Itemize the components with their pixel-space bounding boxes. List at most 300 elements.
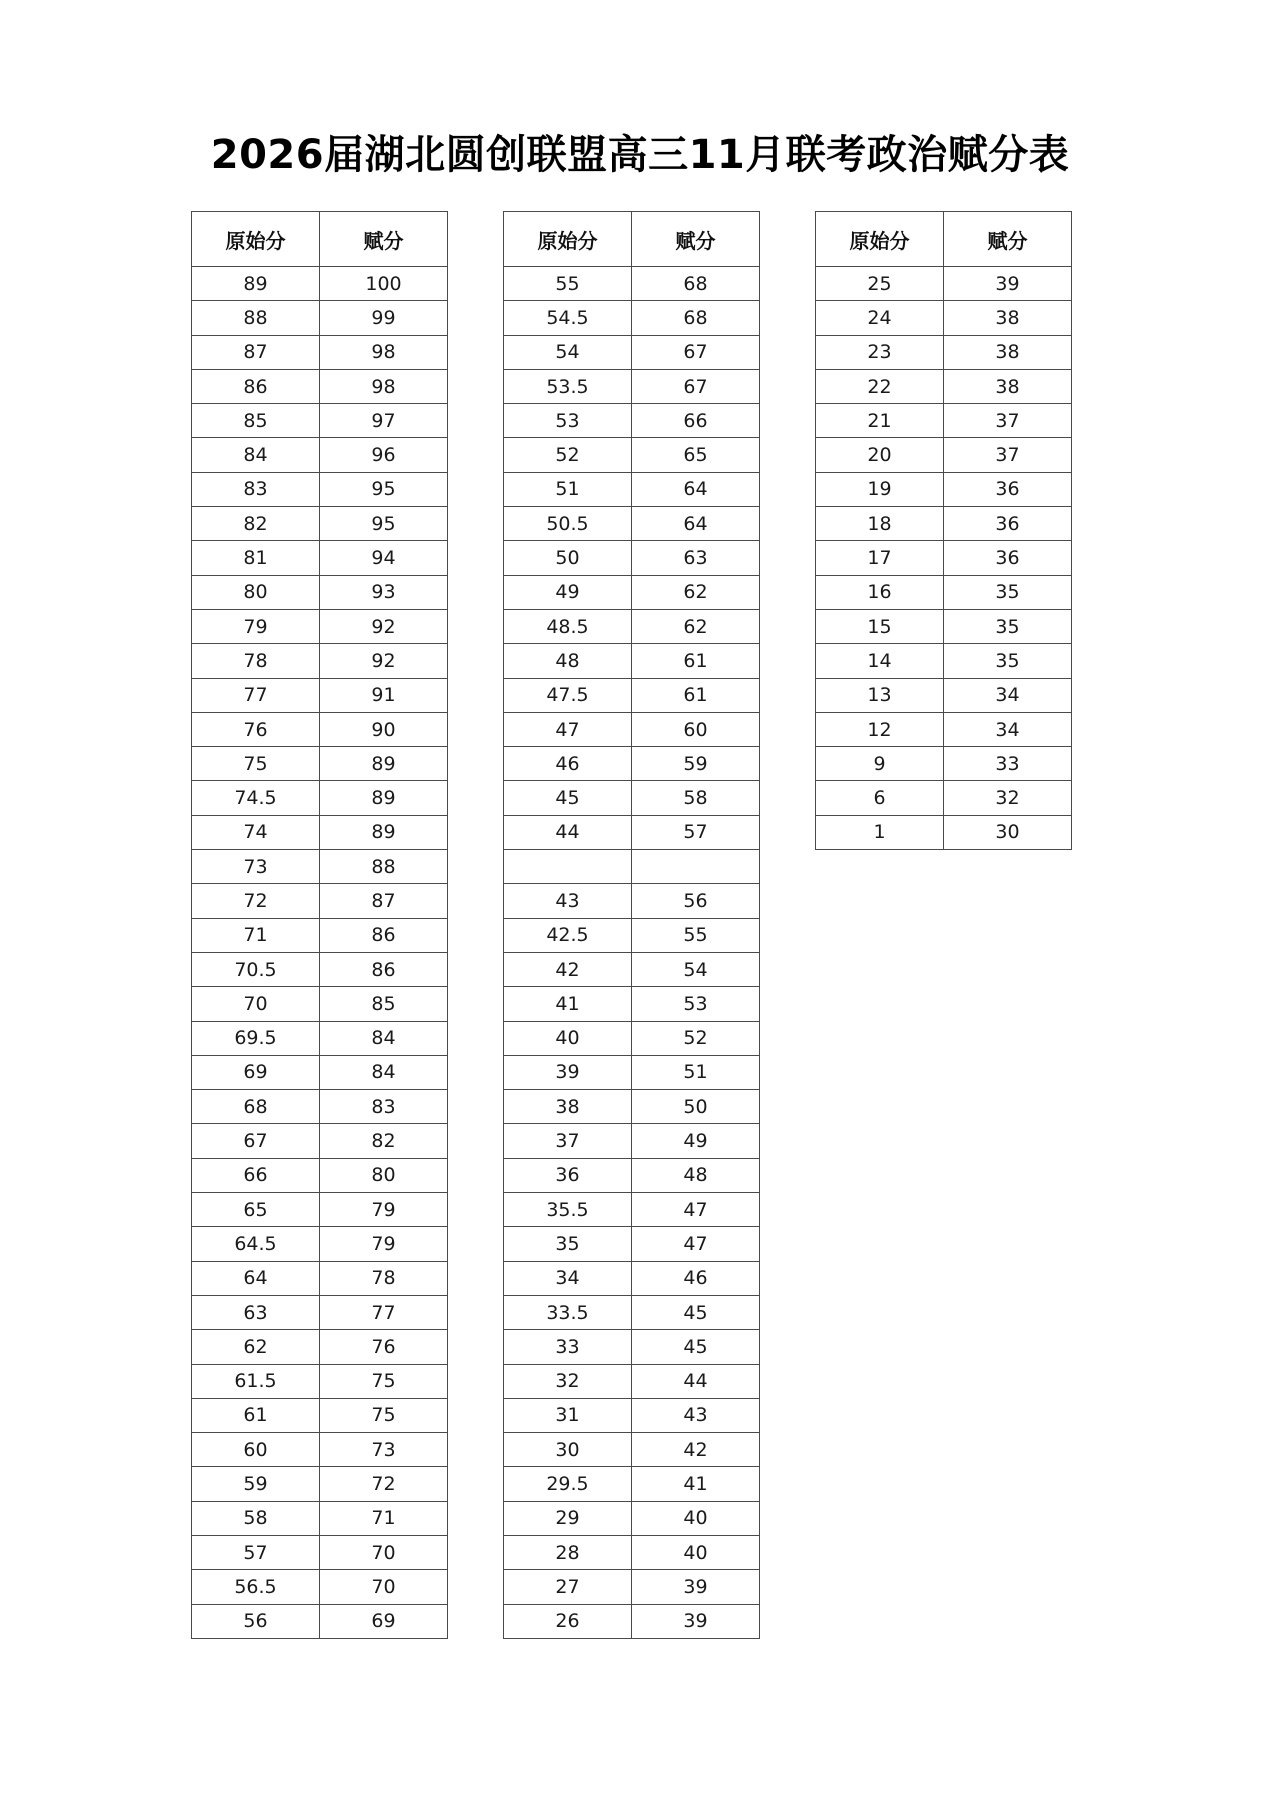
scaled-score-cell: 70 bbox=[320, 1570, 448, 1604]
scaled-score-cell: 45 bbox=[632, 1330, 760, 1364]
raw-score-cell: 48 bbox=[504, 644, 632, 678]
scaled-score-cell: 34 bbox=[944, 678, 1072, 712]
raw-score-cell: 24 bbox=[816, 301, 944, 335]
scaled-score-cell: 82 bbox=[320, 1124, 448, 1158]
raw-score-cell: 13 bbox=[816, 678, 944, 712]
scaled-score-cell: 44 bbox=[632, 1364, 760, 1398]
scaled-score-cell: 55 bbox=[632, 918, 760, 952]
table-row bbox=[192, 267, 448, 301]
raw-score-cell: 17 bbox=[816, 541, 944, 575]
raw-score-cell: 53.5 bbox=[504, 369, 632, 403]
raw-score-cell: 21 bbox=[816, 404, 944, 438]
table-body bbox=[192, 267, 448, 1639]
scaled-score-cell: 33 bbox=[944, 747, 1072, 781]
scaled-score-cell: 68 bbox=[632, 267, 760, 301]
raw-score-cell: 31 bbox=[504, 1398, 632, 1432]
table-row bbox=[816, 541, 1072, 575]
table-row bbox=[192, 438, 448, 472]
raw-score-cell: 18 bbox=[816, 507, 944, 541]
scaled-score-cell: 51 bbox=[632, 1055, 760, 1089]
table-row bbox=[816, 472, 1072, 506]
raw-score-cell: 55 bbox=[504, 267, 632, 301]
table-row bbox=[192, 1398, 448, 1432]
table-row bbox=[504, 472, 760, 506]
scaled-score-cell: 98 bbox=[320, 335, 448, 369]
raw-score-cell: 68 bbox=[192, 1090, 320, 1124]
scaled-score-cell: 57 bbox=[632, 815, 760, 849]
scaled-score-cell: 46 bbox=[632, 1261, 760, 1295]
scaled-score-cell bbox=[632, 850, 760, 884]
scaled-score-cell: 41 bbox=[632, 1467, 760, 1501]
table-row bbox=[192, 609, 448, 643]
table-row bbox=[192, 335, 448, 369]
table-body bbox=[504, 267, 760, 1639]
table-row bbox=[192, 1021, 448, 1055]
raw-score-cell: 70.5 bbox=[192, 952, 320, 986]
table-body bbox=[816, 267, 1072, 850]
scaled-score-header: 赋分 bbox=[632, 212, 760, 267]
scaled-score-cell: 84 bbox=[320, 1055, 448, 1089]
raw-score-cell: 35.5 bbox=[504, 1193, 632, 1227]
raw-score-cell: 32 bbox=[504, 1364, 632, 1398]
scaled-score-cell: 53 bbox=[632, 987, 760, 1021]
raw-score-cell: 76 bbox=[192, 712, 320, 746]
table-row bbox=[192, 1467, 448, 1501]
table-row bbox=[504, 678, 760, 712]
table-row bbox=[192, 1295, 448, 1329]
raw-score-cell: 27 bbox=[504, 1570, 632, 1604]
scaled-score-cell: 90 bbox=[320, 712, 448, 746]
table-row bbox=[192, 369, 448, 403]
raw-score-cell: 43 bbox=[504, 884, 632, 918]
scaled-score-cell: 85 bbox=[320, 987, 448, 1021]
table-row bbox=[192, 952, 448, 986]
table-row bbox=[504, 1433, 760, 1467]
raw-score-cell: 57 bbox=[192, 1535, 320, 1569]
raw-score-cell: 1 bbox=[816, 815, 944, 849]
table-row bbox=[504, 884, 760, 918]
raw-score-header: 原始分 bbox=[192, 212, 320, 267]
scaled-score-cell: 58 bbox=[632, 781, 760, 815]
raw-score-cell: 44 bbox=[504, 815, 632, 849]
scaled-score-header: 赋分 bbox=[320, 212, 448, 267]
scaled-score-cell: 77 bbox=[320, 1295, 448, 1329]
scaled-score-cell: 79 bbox=[320, 1193, 448, 1227]
raw-score-cell: 54 bbox=[504, 335, 632, 369]
raw-score-cell: 50.5 bbox=[504, 507, 632, 541]
scaled-score-cell: 61 bbox=[632, 644, 760, 678]
scaled-score-cell: 67 bbox=[632, 369, 760, 403]
table-row bbox=[192, 644, 448, 678]
raw-score-cell: 38 bbox=[504, 1090, 632, 1124]
table-row bbox=[504, 1330, 760, 1364]
raw-score-cell: 14 bbox=[816, 644, 944, 678]
raw-score-cell: 74.5 bbox=[192, 781, 320, 815]
table-row bbox=[816, 404, 1072, 438]
table-row bbox=[504, 404, 760, 438]
table-row bbox=[816, 644, 1072, 678]
table-row bbox=[504, 301, 760, 335]
raw-score-cell: 75 bbox=[192, 747, 320, 781]
scaled-score-cell: 94 bbox=[320, 541, 448, 575]
scaled-score-cell: 75 bbox=[320, 1398, 448, 1432]
raw-score-cell: 61.5 bbox=[192, 1364, 320, 1398]
raw-score-cell: 71 bbox=[192, 918, 320, 952]
raw-score-cell: 86 bbox=[192, 369, 320, 403]
scaled-score-cell: 92 bbox=[320, 644, 448, 678]
raw-score-cell: 72 bbox=[192, 884, 320, 918]
raw-score-cell: 39 bbox=[504, 1055, 632, 1089]
table-row bbox=[192, 747, 448, 781]
scaled-score-cell: 59 bbox=[632, 747, 760, 781]
scaled-score-cell: 35 bbox=[944, 609, 1072, 643]
scaled-score-cell: 71 bbox=[320, 1501, 448, 1535]
table-row bbox=[504, 1501, 760, 1535]
raw-score-cell: 69.5 bbox=[192, 1021, 320, 1055]
table-row bbox=[504, 918, 760, 952]
scaled-score-cell: 75 bbox=[320, 1364, 448, 1398]
table-row bbox=[504, 1570, 760, 1604]
scaled-score-cell: 88 bbox=[320, 850, 448, 884]
raw-score-cell: 42.5 bbox=[504, 918, 632, 952]
table-row bbox=[504, 1535, 760, 1569]
scaled-score-cell: 62 bbox=[632, 575, 760, 609]
table-row bbox=[504, 1295, 760, 1329]
scaled-score-cell: 72 bbox=[320, 1467, 448, 1501]
scaled-score-cell: 66 bbox=[632, 404, 760, 438]
raw-score-cell: 64.5 bbox=[192, 1227, 320, 1261]
raw-score-cell: 16 bbox=[816, 575, 944, 609]
table-row bbox=[504, 747, 760, 781]
table-row bbox=[816, 267, 1072, 301]
raw-score-cell: 83 bbox=[192, 472, 320, 506]
raw-score-cell: 29 bbox=[504, 1501, 632, 1535]
scaled-score-cell: 39 bbox=[632, 1604, 760, 1638]
scaled-score-cell: 35 bbox=[944, 575, 1072, 609]
raw-score-cell: 20 bbox=[816, 438, 944, 472]
raw-score-cell: 61 bbox=[192, 1398, 320, 1432]
table-row bbox=[504, 1604, 760, 1638]
raw-score-cell: 54.5 bbox=[504, 301, 632, 335]
raw-score-cell: 52 bbox=[504, 438, 632, 472]
table-row bbox=[192, 712, 448, 746]
raw-score-cell: 65 bbox=[192, 1193, 320, 1227]
table-row bbox=[192, 1330, 448, 1364]
scaled-score-cell: 54 bbox=[632, 952, 760, 986]
score-table-3 bbox=[815, 211, 1072, 850]
table-row bbox=[192, 918, 448, 952]
table-row bbox=[504, 609, 760, 643]
raw-score-cell: 60 bbox=[192, 1433, 320, 1467]
raw-score-cell: 53 bbox=[504, 404, 632, 438]
scaled-score-cell: 40 bbox=[632, 1501, 760, 1535]
scaled-score-cell: 78 bbox=[320, 1261, 448, 1295]
scaled-score-cell: 47 bbox=[632, 1227, 760, 1261]
scaled-score-cell: 34 bbox=[944, 712, 1072, 746]
score-table-2 bbox=[503, 211, 760, 1639]
table-row bbox=[816, 678, 1072, 712]
table-row bbox=[504, 267, 760, 301]
raw-score-cell: 73 bbox=[192, 850, 320, 884]
raw-score-cell: 33 bbox=[504, 1330, 632, 1364]
score-table-1 bbox=[191, 211, 448, 1639]
table-row bbox=[504, 541, 760, 575]
table-row bbox=[816, 712, 1072, 746]
table-row bbox=[504, 1398, 760, 1432]
scaled-score-cell: 73 bbox=[320, 1433, 448, 1467]
raw-score-cell: 42 bbox=[504, 952, 632, 986]
table-row bbox=[192, 884, 448, 918]
page-title: 2026届湖北圆创联盟高三11月联考政治赋分表 bbox=[210, 132, 1070, 178]
raw-score-cell: 26 bbox=[504, 1604, 632, 1638]
scaled-score-cell: 98 bbox=[320, 369, 448, 403]
scaled-score-cell: 96 bbox=[320, 438, 448, 472]
scaled-score-cell: 89 bbox=[320, 815, 448, 849]
raw-score-cell: 51 bbox=[504, 472, 632, 506]
table-row bbox=[504, 1261, 760, 1295]
table-row bbox=[504, 1467, 760, 1501]
raw-score-cell: 30 bbox=[504, 1433, 632, 1467]
table-header-row bbox=[192, 212, 448, 267]
raw-score-cell: 56 bbox=[192, 1604, 320, 1638]
table-row bbox=[192, 850, 448, 884]
scaled-score-cell: 79 bbox=[320, 1227, 448, 1261]
table-row bbox=[192, 815, 448, 849]
raw-score-cell: 63 bbox=[192, 1295, 320, 1329]
scaled-score-cell: 37 bbox=[944, 438, 1072, 472]
raw-score-cell: 47 bbox=[504, 712, 632, 746]
scaled-score-cell: 60 bbox=[632, 712, 760, 746]
scaled-score-cell: 76 bbox=[320, 1330, 448, 1364]
raw-score-header: 原始分 bbox=[504, 212, 632, 267]
scaled-score-cell: 86 bbox=[320, 918, 448, 952]
raw-score-cell: 6 bbox=[816, 781, 944, 815]
scaled-score-cell: 38 bbox=[944, 301, 1072, 335]
raw-score-cell: 79 bbox=[192, 609, 320, 643]
table-row bbox=[504, 644, 760, 678]
scaled-score-cell: 92 bbox=[320, 609, 448, 643]
raw-score-cell: 67 bbox=[192, 1124, 320, 1158]
table-row bbox=[504, 507, 760, 541]
table-row bbox=[192, 507, 448, 541]
raw-score-cell: 66 bbox=[192, 1158, 320, 1192]
table-row bbox=[504, 815, 760, 849]
raw-score-cell: 33.5 bbox=[504, 1295, 632, 1329]
raw-score-cell: 82 bbox=[192, 507, 320, 541]
scaled-score-cell: 42 bbox=[632, 1433, 760, 1467]
raw-score-cell: 84 bbox=[192, 438, 320, 472]
scaled-score-cell: 40 bbox=[632, 1535, 760, 1569]
scaled-score-cell: 37 bbox=[944, 404, 1072, 438]
raw-score-cell: 48.5 bbox=[504, 609, 632, 643]
scaled-score-header: 赋分 bbox=[944, 212, 1072, 267]
table-row bbox=[504, 1227, 760, 1261]
raw-score-cell: 49 bbox=[504, 575, 632, 609]
table-row bbox=[192, 1604, 448, 1638]
raw-score-cell: 46 bbox=[504, 747, 632, 781]
raw-score-cell: 64 bbox=[192, 1261, 320, 1295]
table-row bbox=[504, 712, 760, 746]
table-row bbox=[504, 369, 760, 403]
scaled-score-cell: 87 bbox=[320, 884, 448, 918]
raw-score-cell: 70 bbox=[192, 987, 320, 1021]
table-row bbox=[504, 1090, 760, 1124]
table-row bbox=[192, 781, 448, 815]
scaled-score-cell: 69 bbox=[320, 1604, 448, 1638]
table-row bbox=[816, 438, 1072, 472]
scaled-score-cell: 39 bbox=[632, 1570, 760, 1604]
raw-score-cell: 50 bbox=[504, 541, 632, 575]
scaled-score-cell: 97 bbox=[320, 404, 448, 438]
raw-score-cell: 19 bbox=[816, 472, 944, 506]
raw-score-cell: 89 bbox=[192, 267, 320, 301]
table-row bbox=[816, 301, 1072, 335]
raw-score-cell: 22 bbox=[816, 369, 944, 403]
table-row bbox=[816, 609, 1072, 643]
scaled-score-cell: 56 bbox=[632, 884, 760, 918]
table-row bbox=[192, 1124, 448, 1158]
table-row bbox=[816, 747, 1072, 781]
raw-score-cell: 77 bbox=[192, 678, 320, 712]
scaled-score-cell: 99 bbox=[320, 301, 448, 335]
raw-score-cell: 40 bbox=[504, 1021, 632, 1055]
scaled-score-cell: 93 bbox=[320, 575, 448, 609]
raw-score-cell: 78 bbox=[192, 644, 320, 678]
raw-score-cell: 37 bbox=[504, 1124, 632, 1158]
table-row bbox=[192, 987, 448, 1021]
table-row bbox=[816, 815, 1072, 849]
raw-score-cell: 15 bbox=[816, 609, 944, 643]
raw-score-cell: 47.5 bbox=[504, 678, 632, 712]
table-row bbox=[504, 987, 760, 1021]
table-row bbox=[816, 781, 1072, 815]
raw-score-cell: 35 bbox=[504, 1227, 632, 1261]
scaled-score-cell: 30 bbox=[944, 815, 1072, 849]
scaled-score-cell: 64 bbox=[632, 472, 760, 506]
table-row bbox=[504, 575, 760, 609]
scaled-score-cell: 65 bbox=[632, 438, 760, 472]
table-row bbox=[504, 335, 760, 369]
table-row bbox=[504, 1055, 760, 1089]
scaled-score-cell: 32 bbox=[944, 781, 1072, 815]
raw-score-cell: 28 bbox=[504, 1535, 632, 1569]
raw-score-cell: 25 bbox=[816, 267, 944, 301]
scaled-score-cell: 95 bbox=[320, 472, 448, 506]
scaled-score-cell: 61 bbox=[632, 678, 760, 712]
raw-score-cell: 34 bbox=[504, 1261, 632, 1295]
scaled-score-cell: 67 bbox=[632, 335, 760, 369]
table-row bbox=[504, 1021, 760, 1055]
table-row bbox=[192, 1158, 448, 1192]
table-row bbox=[816, 369, 1072, 403]
table-row bbox=[192, 1090, 448, 1124]
scaled-score-cell: 38 bbox=[944, 369, 1072, 403]
table-row bbox=[192, 301, 448, 335]
raw-score-cell: 59 bbox=[192, 1467, 320, 1501]
table-row bbox=[504, 438, 760, 472]
table-row bbox=[504, 781, 760, 815]
scaled-score-cell: 36 bbox=[944, 541, 1072, 575]
table-header-row bbox=[504, 212, 760, 267]
scaled-score-cell: 49 bbox=[632, 1124, 760, 1158]
scaled-score-cell: 100 bbox=[320, 267, 448, 301]
scaled-score-cell: 62 bbox=[632, 609, 760, 643]
table-row bbox=[192, 678, 448, 712]
raw-score-cell: 12 bbox=[816, 712, 944, 746]
table-row bbox=[192, 404, 448, 438]
scaled-score-cell: 43 bbox=[632, 1398, 760, 1432]
table-row bbox=[192, 1570, 448, 1604]
scaled-score-cell: 36 bbox=[944, 472, 1072, 506]
raw-score-cell: 41 bbox=[504, 987, 632, 1021]
table-row bbox=[504, 1124, 760, 1158]
scaled-score-cell: 38 bbox=[944, 335, 1072, 369]
scaled-score-cell: 70 bbox=[320, 1535, 448, 1569]
raw-score-cell: 87 bbox=[192, 335, 320, 369]
table-row bbox=[816, 335, 1072, 369]
table-row bbox=[192, 1433, 448, 1467]
scaled-score-cell: 80 bbox=[320, 1158, 448, 1192]
scaled-score-cell: 89 bbox=[320, 747, 448, 781]
raw-score-cell: 23 bbox=[816, 335, 944, 369]
raw-score-header: 原始分 bbox=[816, 212, 944, 267]
scaled-score-cell: 50 bbox=[632, 1090, 760, 1124]
scaled-score-cell: 35 bbox=[944, 644, 1072, 678]
table-row bbox=[192, 1261, 448, 1295]
raw-score-cell bbox=[504, 850, 632, 884]
scaled-score-cell: 45 bbox=[632, 1295, 760, 1329]
scaled-score-cell: 64 bbox=[632, 507, 760, 541]
raw-score-cell: 9 bbox=[816, 747, 944, 781]
scaled-score-cell: 36 bbox=[944, 507, 1072, 541]
table-row bbox=[192, 575, 448, 609]
scaled-score-cell: 86 bbox=[320, 952, 448, 986]
scaled-score-cell: 39 bbox=[944, 267, 1072, 301]
raw-score-cell: 36 bbox=[504, 1158, 632, 1192]
table-row bbox=[192, 472, 448, 506]
table-row bbox=[504, 1158, 760, 1192]
table-row bbox=[192, 1227, 448, 1261]
table-row bbox=[192, 541, 448, 575]
scaled-score-cell: 95 bbox=[320, 507, 448, 541]
table-header-row bbox=[816, 212, 1072, 267]
table-row bbox=[816, 575, 1072, 609]
raw-score-cell: 74 bbox=[192, 815, 320, 849]
raw-score-cell: 29.5 bbox=[504, 1467, 632, 1501]
scaled-score-cell: 48 bbox=[632, 1158, 760, 1192]
raw-score-cell: 81 bbox=[192, 541, 320, 575]
scaled-score-cell: 47 bbox=[632, 1193, 760, 1227]
raw-score-cell: 69 bbox=[192, 1055, 320, 1089]
scaled-score-cell: 84 bbox=[320, 1021, 448, 1055]
scaled-score-cell: 91 bbox=[320, 678, 448, 712]
table-row bbox=[504, 952, 760, 986]
table-row bbox=[192, 1193, 448, 1227]
raw-score-cell: 58 bbox=[192, 1501, 320, 1535]
raw-score-cell: 62 bbox=[192, 1330, 320, 1364]
scaled-score-cell: 68 bbox=[632, 301, 760, 335]
table-row bbox=[504, 1193, 760, 1227]
table-row bbox=[192, 1501, 448, 1535]
scaled-score-cell: 83 bbox=[320, 1090, 448, 1124]
raw-score-cell: 80 bbox=[192, 575, 320, 609]
table-row bbox=[192, 1055, 448, 1089]
raw-score-cell: 56.5 bbox=[192, 1570, 320, 1604]
scaled-score-cell: 63 bbox=[632, 541, 760, 575]
table-row bbox=[816, 507, 1072, 541]
raw-score-cell: 85 bbox=[192, 404, 320, 438]
scaled-score-cell: 52 bbox=[632, 1021, 760, 1055]
